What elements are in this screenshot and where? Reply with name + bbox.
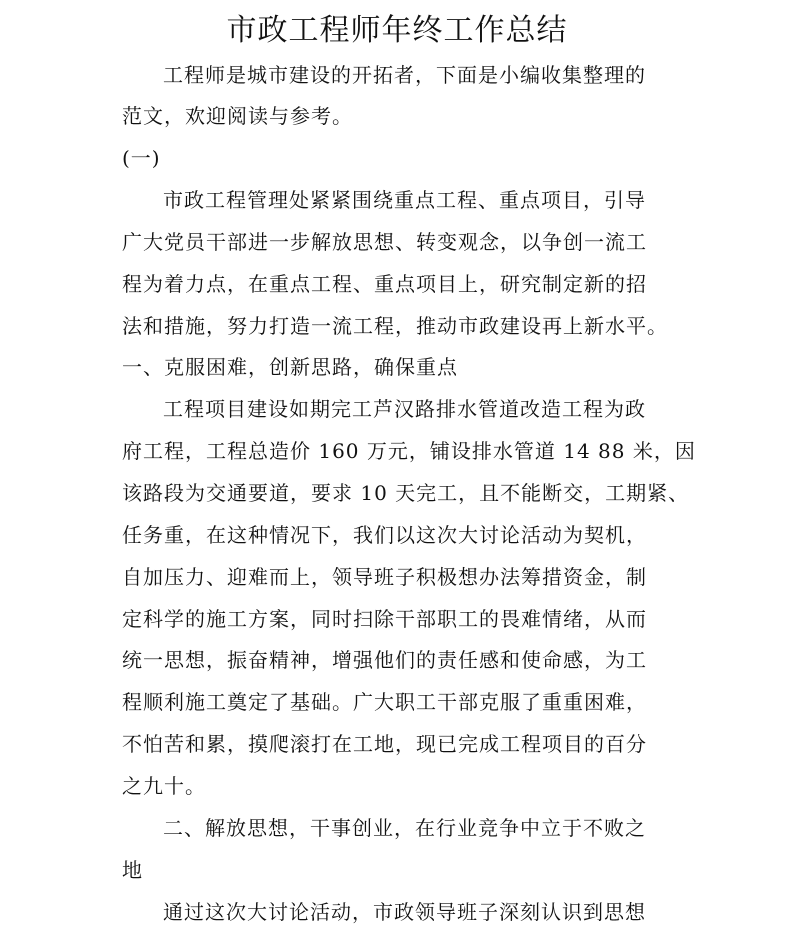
- paragraph-line: 工程项目建设如期完工芦汉路排水管道改造工程为政: [163, 397, 646, 421]
- paragraph-line: 市政工程管理处紧紧围绕重点工程、重点项目，引导: [163, 188, 646, 212]
- paragraph-line: 任务重，在这种情况下，我们以这次大讨论活动为契机，: [122, 523, 647, 547]
- paragraph-line: 程顺利施工奠定了基础。广大职工干部克服了重重困难，: [122, 690, 647, 714]
- paragraph-line: 不怕苦和累，摸爬滚打在工地，现已完成工程项目的百分: [122, 732, 647, 756]
- paragraph-line: 自加压力、迎难而上，领导班子积极想办法筹措资金，制: [122, 565, 647, 589]
- paragraph-line: 该路段为交通要道，要求 10 天完工，且不能断交，工期紧、: [122, 481, 690, 505]
- paragraph-line: 定科学的施工方案，同时扫除干部职工的畏难情绪，从而: [122, 607, 647, 631]
- paragraph-line: 府工程，工程总造价 160 万元，铺设排水管道 14 88 米，因: [122, 439, 696, 463]
- section-marker-1: (一): [122, 146, 161, 170]
- paragraph-line: 程为着力点，在重点工程、重点项目上，研究制定新的招: [122, 272, 647, 296]
- paragraph-line: 统一思想，振奋精神，增强他们的责任感和使命感，为工: [122, 648, 647, 672]
- section-heading-2: 二、解放思想，干事创业，在行业竞争中立于不败之: [163, 816, 646, 840]
- section-heading-2-cont: 地: [122, 858, 143, 882]
- section-heading-1: 一、克服困难，创新思路，确保重点: [122, 355, 458, 379]
- intro-line-2: 范文，欢迎阅读与参考。: [122, 104, 353, 128]
- paragraph-line: 之九十。: [122, 774, 206, 798]
- document-title: 市政工程师年终工作总结: [226, 13, 568, 48]
- paragraph-line: 通过这次大讨论活动，市政领导班子深刻认识到思想: [163, 900, 646, 924]
- intro-line-1: 工程师是城市建设的开拓者，下面是小编收集整理的: [163, 63, 646, 87]
- paragraph-line: 广大党员干部进一步解放思想、转变观念，以争创一流工: [122, 230, 647, 254]
- paragraph-line: 法和措施，努力打造一流工程，推动市政建设再上新水平。: [122, 314, 668, 338]
